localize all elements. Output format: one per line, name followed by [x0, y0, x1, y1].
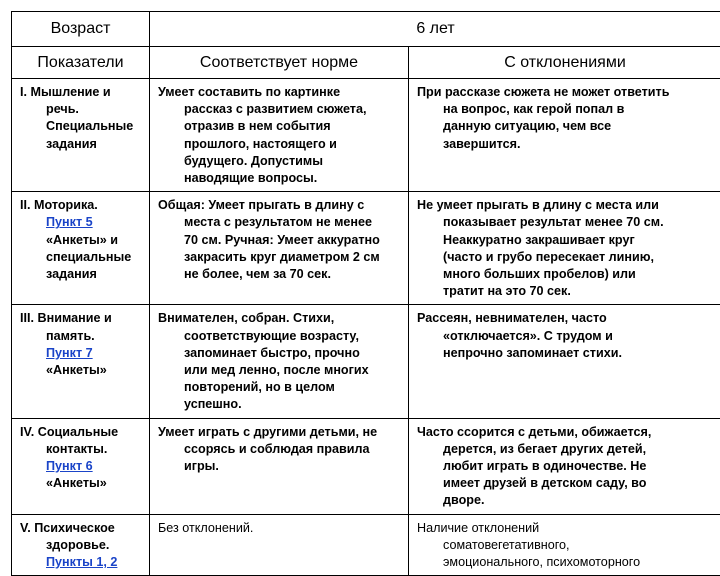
table-row — [12, 418, 720, 514]
deviation-cell — [409, 305, 720, 418]
indicator-text: задания — [20, 266, 145, 283]
deviation-text: на вопрос, как герой попал в — [417, 101, 717, 118]
indicator-cell — [12, 418, 150, 514]
deviation-text: При рассказе сюжета не может ответить — [417, 84, 717, 101]
deviation-text: много больших пробелов) или — [417, 266, 717, 283]
deviation-text: непрочно запоминает стихи. — [417, 345, 717, 362]
deviation-cell — [409, 418, 720, 514]
norm-text: успешно. — [158, 396, 404, 413]
norm-text: места с результатом не менее — [158, 214, 404, 231]
indicator-cell — [12, 305, 150, 418]
norm-text: Внимателен, собран. Стихи, — [158, 310, 404, 327]
indicator-text: IV. Социальные — [20, 424, 145, 441]
deviation-text: Наличие отклонений — [417, 520, 717, 537]
assessment-table — [11, 11, 720, 576]
deviation-cell — [409, 192, 720, 305]
table-row — [12, 514, 720, 576]
deviation-text: дворе. — [417, 492, 717, 509]
indicator-cell — [12, 192, 150, 305]
deviation-text: данную ситуацию, чем все — [417, 118, 717, 135]
norm-cell — [150, 192, 409, 305]
norm-text: не более, чем за 70 сек. — [158, 266, 404, 283]
indicator-text: III. Внимание и — [20, 310, 145, 327]
norm-text: игры. — [158, 458, 404, 475]
deviation-text: соматовегетативного, — [417, 537, 717, 554]
indicator-text: здоровье. — [20, 537, 145, 554]
age-label: Возраст — [12, 12, 150, 47]
deviation-text: (часто и грубо пересекает линию, — [417, 249, 717, 266]
indicators-header: Показатели — [12, 47, 150, 79]
norm-text: запоминает быстро, прочно — [158, 345, 404, 362]
deviation-text: Неаккуратно закрашивает круг — [417, 232, 717, 249]
indicator-text: II. Моторика. — [20, 197, 145, 214]
norm-text: прошлого, настоящего и — [158, 136, 404, 153]
deviation-text: завершится. — [417, 136, 717, 153]
norm-text: ссорясь и соблюдая правила — [158, 441, 404, 458]
norm-text: повторений, но в целом — [158, 379, 404, 396]
norm-text: Общая: Умеет прыгать в длину с — [158, 197, 404, 214]
norm-header: Соответствует норме — [150, 47, 409, 79]
norm-cell — [150, 514, 409, 576]
deviation-text: Не умеет прыгать в длину с места или — [417, 197, 717, 214]
norm-cell — [150, 305, 409, 418]
anketa-item-6-link[interactable]: Пункт 6 — [46, 459, 93, 473]
deviation-text: любит играть в одиночестве. Не — [417, 458, 717, 475]
indicator-text: речь. — [20, 101, 145, 118]
deviation-text: имеет друзей в детском саду, во — [417, 475, 717, 492]
norm-text: или мед ленно, после многих — [158, 362, 404, 379]
deviation-cell — [409, 514, 720, 576]
norm-text: 70 см. Ручная: Умеет аккуратно — [158, 232, 404, 249]
anketa-item-5-link[interactable]: Пункт 5 — [46, 215, 93, 229]
indicator-text: I. Мышление и — [20, 84, 145, 101]
norm-cell — [150, 418, 409, 514]
indicator-text: специальные — [20, 249, 145, 266]
deviation-text: тратит на это 70 сек. — [417, 283, 717, 300]
indicator-text: задания — [20, 136, 145, 153]
norm-text: закрасить круг диаметром 2 см — [158, 249, 404, 266]
table-row — [12, 79, 720, 192]
indicator-cell — [12, 514, 150, 576]
norm-text: наводящие вопросы. — [158, 170, 404, 187]
indicator-text: Специальные — [20, 118, 145, 135]
indicator-cell — [12, 79, 150, 192]
deviation-text: показывает результат менее 70 см. — [417, 214, 717, 231]
norm-text: Умеет составить по картинке — [158, 84, 404, 101]
norm-text: рассказ с развитием сюжета, — [158, 101, 404, 118]
indicator-text: контакты. — [20, 441, 145, 458]
indicator-text: память. — [20, 328, 145, 345]
header-row-age — [12, 12, 720, 47]
deviation-text: эмоционального, психомоторного — [417, 554, 717, 571]
deviation-text: «отключается». С трудом и — [417, 328, 717, 345]
norm-text: Без отклонений. — [158, 520, 404, 537]
indicator-text: V. Психическое — [20, 520, 145, 537]
header-row-columns — [12, 47, 720, 79]
deviation-header: С отклонениями — [409, 47, 720, 79]
deviation-text: дерется, из бегает других детей, — [417, 441, 717, 458]
norm-text: будущего. Допустимы — [158, 153, 404, 170]
deviation-text: Рассеян, невнимателен, часто — [417, 310, 717, 327]
indicator-text: «Анкеты» — [20, 362, 145, 379]
table-row — [12, 192, 720, 305]
deviation-cell — [409, 79, 720, 192]
norm-text: Умеет играть с другими детьми, не — [158, 424, 404, 441]
norm-cell — [150, 79, 409, 192]
norm-text: отразив в нем события — [158, 118, 404, 135]
norm-text: соответствующие возрасту, — [158, 328, 404, 345]
deviation-text: Часто ссорится с детьми, обижается, — [417, 424, 717, 441]
age-value: 6 лет — [150, 12, 720, 47]
indicator-text: «Анкеты» и — [20, 232, 145, 249]
anketa-item-7-link[interactable]: Пункт 7 — [46, 346, 93, 360]
indicator-text: «Анкеты» — [20, 475, 145, 492]
table-row — [12, 305, 720, 418]
anketa-items-1-2-link[interactable]: Пункты 1, 2 — [46, 555, 117, 569]
